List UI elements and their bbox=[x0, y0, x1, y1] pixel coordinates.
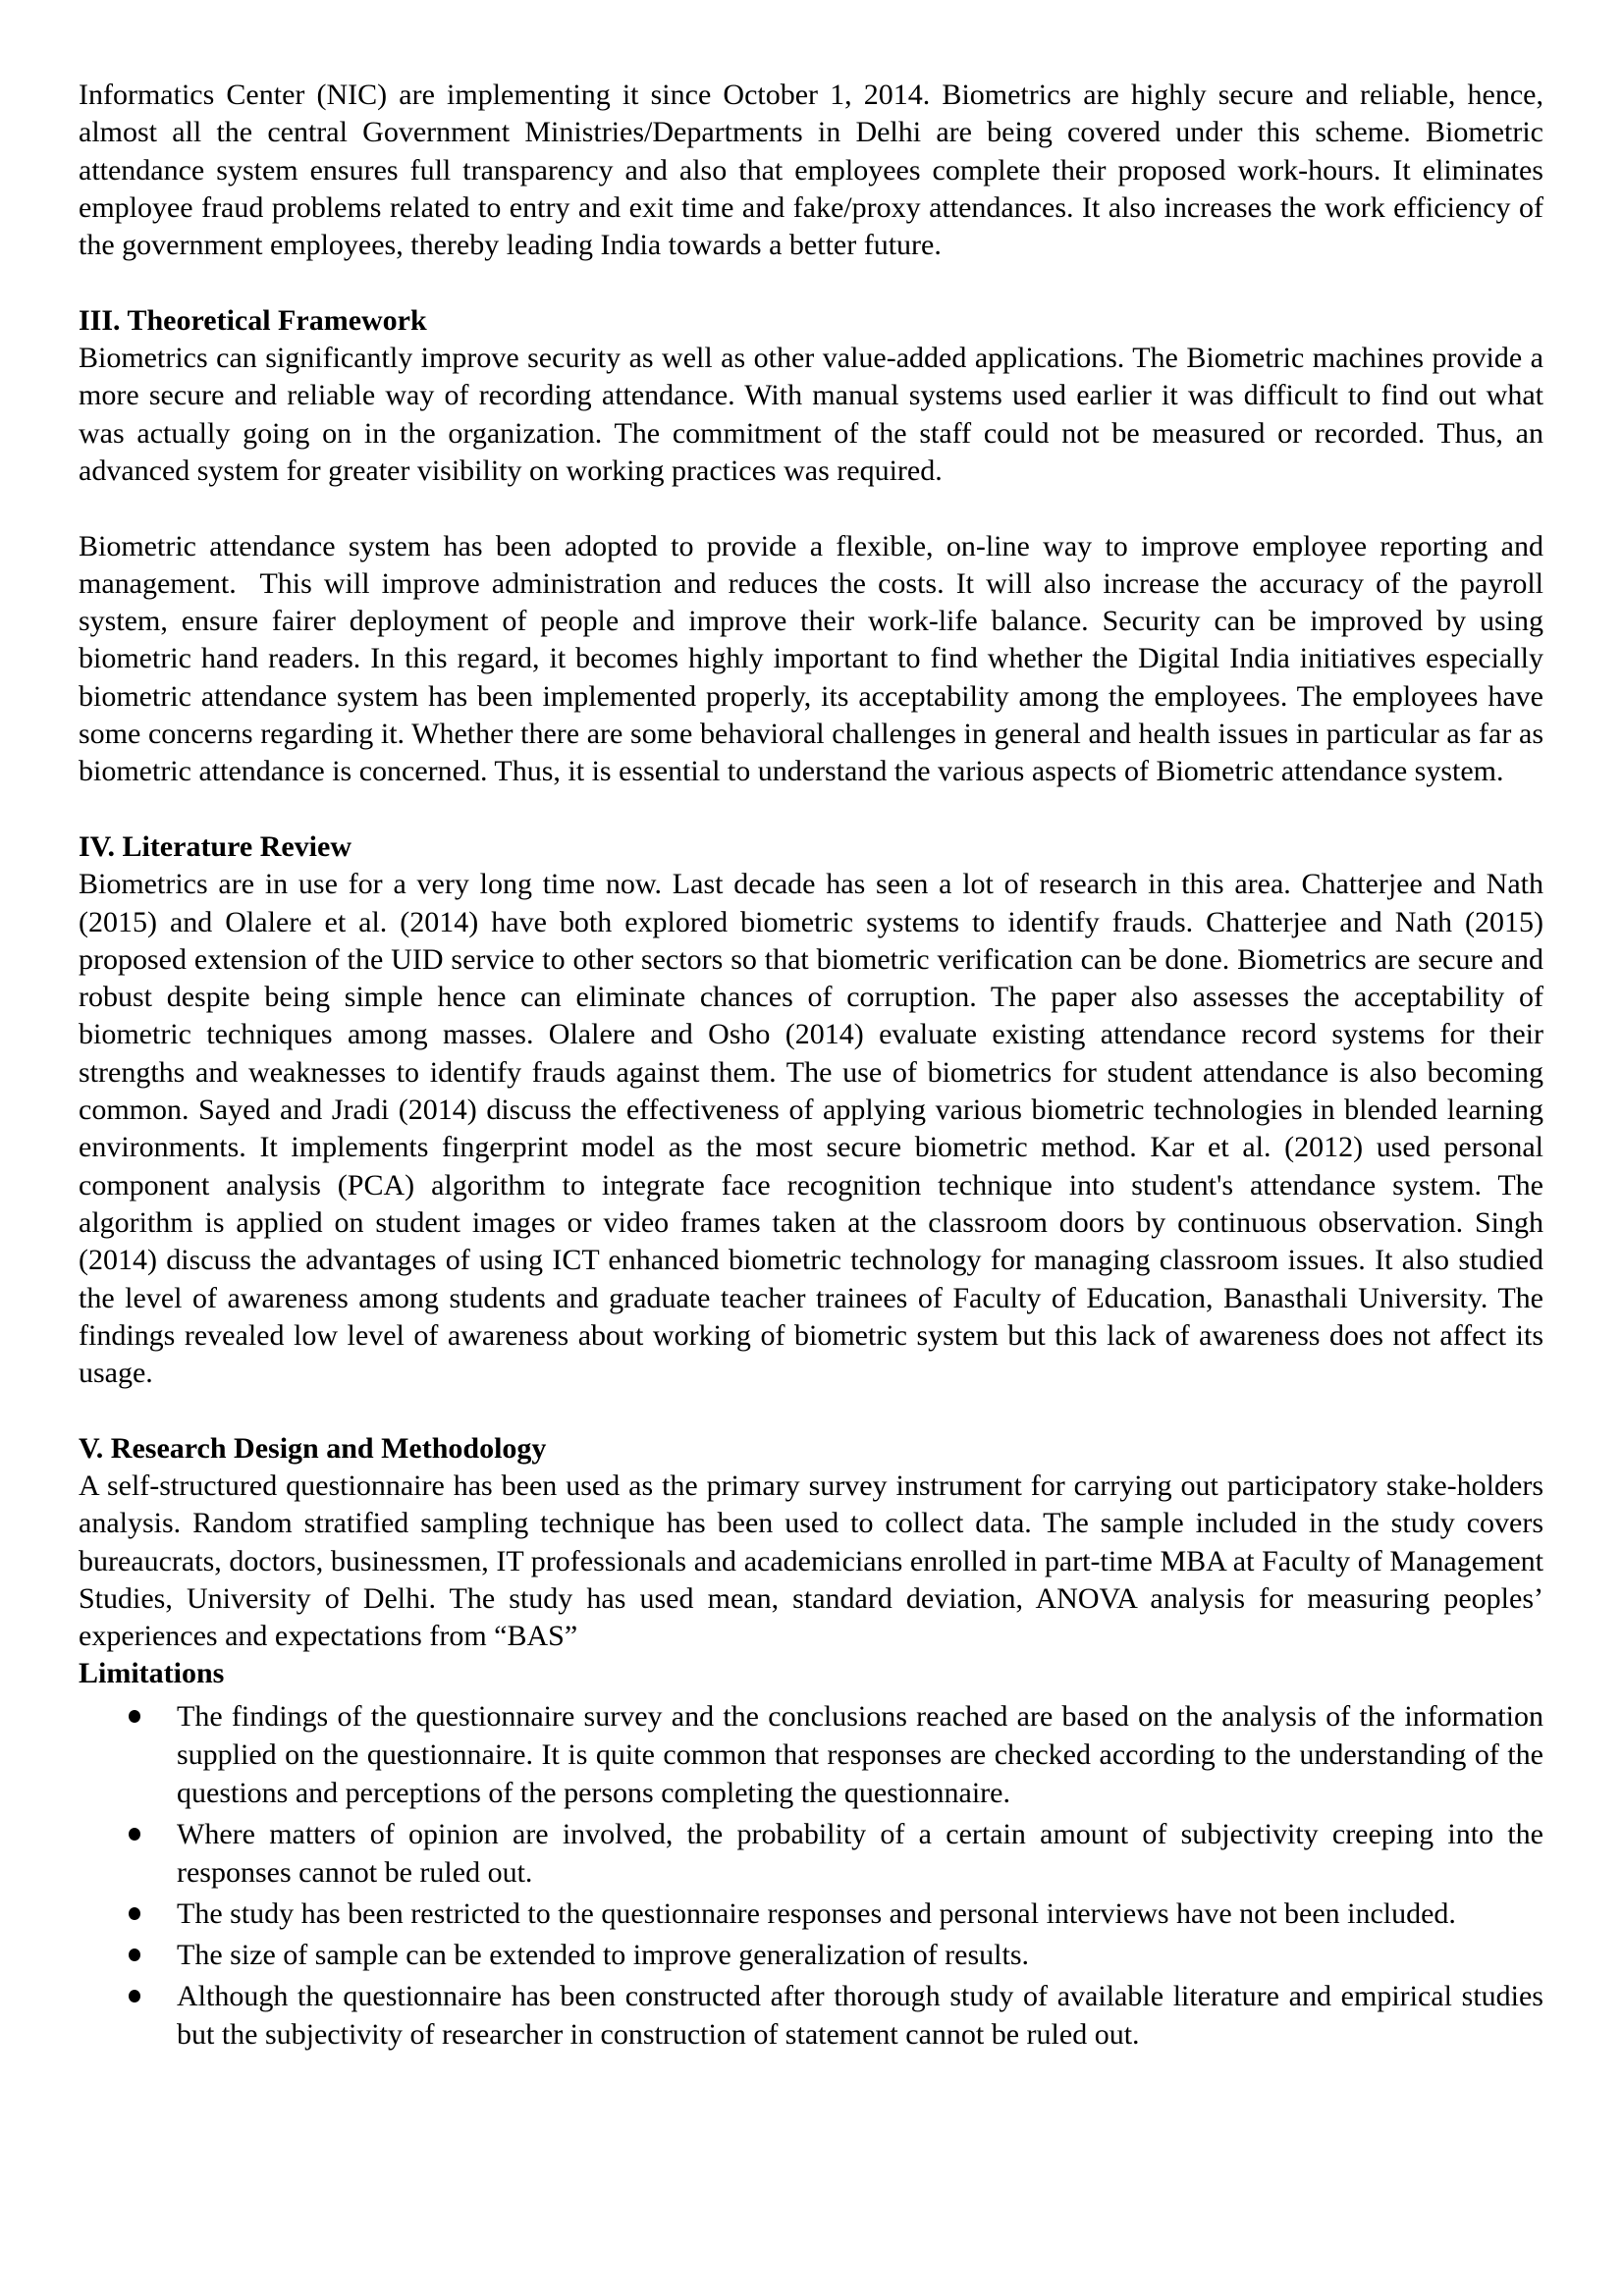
paragraph-spacer bbox=[79, 791, 1543, 828]
list-item-text: The findings of the questionnaire survey and the conclusions reached are based on the analysis of the information supplied on the questionnaire. It is quite common that responses are checked according to the understanding of the questions and perceptions of the persons completing the questionnaire. bbox=[177, 1699, 1543, 1809]
body-paragraph: Biometric attendance system has been adopted to provide a flexible, on-line way to improve employee reporting and management. This will improve administration and reduces the costs. It will also increase the accuracy of the payroll system, ensure fairer deployment of people and improve their work-life balance. Security can be improved by using biometric hand readers. In this regard, it becomes highly important to find whether the Digital India initiatives especially biometric attendance system has been implemented properly, its acceptability among the employees. The employees have some concerns regarding it. Whether there are some behavioral challenges in general and health issues in particular as far as biometric attendance is concerned. Thus, it is essential to understand the various aspects of Biometric attendance system. bbox=[79, 529, 1551, 788]
body-paragraph: Biometrics are in use for a very long time now. Last decade has seen a lot of research in this area. Chatterjee and Nath (2015) and Olalere et al. (2014) have both explored biometric systems to identify frauds. Chatterjee and Nath (2015) proposed extension of the UID service to other sectors so that biometric verification can be done. Biometrics are secure and robust despite being simple hence can eliminate chances of corruption. The paper also assesses the acceptability of biometric techniques among masses. Olalere and Osho (2014) evaluate existing attendance record systems for their strengths and weaknesses to identify frauds against them. The use of biometrics for student attendance is also becoming common. Sayed and Jradi (2014) discuss the effectiveness of applying various biometric technologies in blended learning environments. It implements fingerprint model as the most secure biometric method. Kar et al. (2012) used personal component analysis (PCA) algorithm to integrate face recognition technique into student's attendance system. The algorithm is applied on student images or video frames taken at the classroom doors by continuous observation. Singh (2014) discuss the advantages of using ICT enhanced biometric technology for managing classroom issues. It also studied the level of awareness among students and graduate teacher trainees of Faculty of Education, Banasthali University. The findings revealed low level of awareness about working of biometric system but this lack of awareness does not affect its usage. bbox=[79, 868, 1551, 1390]
list-item bbox=[79, 1895, 1543, 1933]
section-heading: III. Theoretical Framework bbox=[79, 303, 427, 337]
body-paragraph: Biometrics can significantly improve security as well as other value-added applications. The Biometric machines provide a more secure and reliable way of recording attendance. With manual systems used earlier it was difficult to find out what was actually going on in the organization. The commitment of the staff could not be measured or recorded. Thus, an advanced system for greater visibility on working practices was required. bbox=[79, 342, 1551, 487]
paragraph-spacer bbox=[79, 490, 1543, 527]
bullet-icon bbox=[129, 1949, 140, 1961]
list-item-text: The size of sample can be extended to improve generalization of results. bbox=[177, 1938, 1030, 1971]
bullet-icon bbox=[129, 1990, 140, 2002]
section-heading: V. Research Design and Methodology bbox=[79, 1431, 547, 1465]
section-literature-review bbox=[79, 828, 1551, 1392]
document-page bbox=[79, 77, 1551, 2056]
bullet-icon bbox=[129, 1828, 140, 1841]
list-item-text: The study has been restricted to the questionnaire responses and personal interviews have not been included. bbox=[177, 1896, 1456, 1930]
intro-paragraph: Informatics Center (NIC) are implementing it since October 1, 2014. Biometrics are highly secure and reliable, hence, almost all the central Government Ministries/Departments in Delhi are being covered under this scheme. Biometric attendance system ensures full transparency and also that employees complete their proposed work-hours. It eliminates employee fraud problems related to entry and exit time and fake/proxy attendances. It also increases the work efficiency of the government employees, thereby leading India towards a better future. bbox=[79, 79, 1551, 262]
limitations-subheading: Limitations bbox=[79, 1657, 225, 1690]
list-item bbox=[79, 1936, 1543, 1974]
bullet-icon bbox=[129, 1907, 140, 1920]
body-paragraph: A self-structured questionnaire has been used as the primary survey instrument for carrying out participatory stake-holders analysis. Random stratified sampling technique has been used to collect data. The sample included in the study covers bureaucrats, doctors, businessmen, IT professionals and academicians enrolled in part-time MBA at Faculty of Management Studies, University of Delhi. The study has used mean, standard deviation, ANOVA analysis for measuring peoples’ experiences and expectations from “BAS” bbox=[79, 1468, 1551, 1653]
paragraph-spacer bbox=[79, 264, 1543, 301]
section-research-design bbox=[79, 1430, 1551, 2054]
list-item-text: Where matters of opinion are involved, the probability of a certain amount of subjectivity creeping into the responses cannot be ruled out. bbox=[177, 1817, 1543, 1889]
paragraph-spacer bbox=[79, 1392, 1543, 1429]
bullet-icon bbox=[129, 1710, 140, 1723]
list-item bbox=[79, 1815, 1543, 1892]
limitations-list bbox=[79, 1697, 1543, 2054]
section-heading: IV. Literature Review bbox=[79, 829, 352, 863]
list-item bbox=[79, 1697, 1543, 1812]
list-item bbox=[79, 1977, 1543, 2054]
section-theoretical-framework bbox=[79, 302, 1551, 791]
list-item-text: Although the questionnaire has been constructed after thorough study of available literature and empirical studies but the subjectivity of researcher in construction of statement cannot be ruled out. bbox=[177, 1979, 1543, 2051]
